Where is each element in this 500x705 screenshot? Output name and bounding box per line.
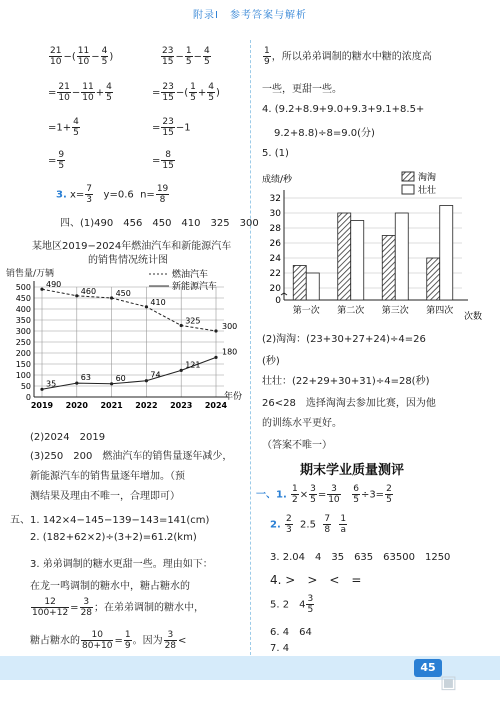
q4-answer: 四、(1)490 456 450 410 325 300	[60, 218, 259, 229]
column-divider	[250, 40, 251, 660]
q5-3: 3. 弟弟调制的糖水更甜一些。理由如下：	[30, 559, 213, 570]
bar-zhuangzhuang	[351, 221, 364, 301]
legend-swatch-zhuangzhuang	[402, 185, 414, 194]
r-q4: 4. (9.2+8.9+9.0+9.3+9.1+8.5+	[262, 104, 425, 115]
bar-category-label: 第三次	[381, 306, 409, 316]
s4-row: 4. > > < =	[270, 573, 362, 587]
data-label: 325	[185, 316, 201, 326]
q5-1: 五、1. 142×4−145−139−143=141(cm)	[10, 515, 210, 526]
data-label: 410	[150, 297, 166, 307]
expr-row-1: $\frac{21}{10}$ −( $\frac{11}{10}$ − $\frac{4}{5}$ )	[50, 46, 114, 67]
r-row-0: $\frac{1}{9}$ ，所以弟弟调制的糖水中糖的浓度高	[264, 46, 432, 67]
y-tick-label: 50	[20, 382, 31, 391]
r-q5-2a: (2)淘淘：(23+30+27+24)÷4=26	[262, 334, 426, 345]
bar-y-tick: 32	[269, 194, 281, 204]
data-label: 460	[80, 286, 97, 296]
bar-y-tick: 20	[269, 284, 281, 294]
legend-zhuangzhuang: 壮壮	[418, 186, 437, 196]
page-number: 45	[414, 659, 442, 677]
r-q5-2f: （答案不唯一）	[262, 440, 332, 451]
s5-row: 5. 2 4 $\frac{3}{5}$	[270, 594, 314, 615]
x-tick-label: 2019	[30, 401, 54, 410]
s3-row: 3. 2.04 4 35 635 63500 1250	[270, 552, 451, 563]
data-label: 60	[115, 373, 126, 383]
ev-point	[180, 369, 183, 372]
line-chart	[4, 265, 244, 425]
y-tick-label: 500	[15, 283, 31, 292]
s1-row: 一、1. $\frac{1}{2}$ × $\frac{3}{5}$ = $\frac{3}{10}$ $\frac{6}{5}$ ÷3= $\frac{2}{5}$	[256, 484, 392, 505]
y-tick-label: 450	[15, 294, 31, 303]
q4-3b: 新能源汽车的销售量逐年增加。（预	[30, 471, 185, 482]
r-q5-2d: 26<28 选择淘淘去参加比赛，因为他	[262, 398, 436, 409]
expr-row-2: = $\frac{21}{10}$ − $\frac{11}{10}$ + $\frac{4}{5}$	[48, 82, 112, 103]
r-q5-2b: (秒)	[262, 356, 280, 367]
bar-zhuangzhuang	[306, 273, 319, 300]
legend-taotao: 淘淘	[418, 173, 437, 183]
data-label: 180	[222, 347, 238, 357]
bar-y-tick: 30	[269, 209, 281, 219]
data-label: 300	[222, 322, 238, 331]
chart-title-1: 某地区2019−2024年燃油汽车和新能源汽车	[32, 241, 232, 252]
ev-point	[40, 388, 43, 391]
ev-point	[75, 382, 78, 385]
x-tick-label: 2023	[170, 401, 193, 410]
expr-row-1b: $\frac{23}{15}$ − $\frac{1}{5}$ − $\frac{4}{5}$	[162, 46, 210, 67]
expr-row-3b: = $\frac{23}{15}$ −1	[152, 117, 191, 138]
fraction: $\frac{21}{10}$	[50, 46, 62, 67]
legend-fuel: 燃油汽车	[172, 270, 209, 280]
data-label: 35	[46, 379, 57, 389]
watermark-logo: ▣	[440, 672, 458, 693]
y-tick-label: 200	[15, 349, 31, 358]
y-tick-label: 100	[15, 371, 31, 380]
expr-row-2b: = $\frac{23}{15}$ −( $\frac{1}{5}$ + $\frac{4}{5}$ )	[152, 82, 220, 103]
s6-row: 6. 4 64	[270, 627, 312, 638]
bar-y-label: 成绩/秒	[262, 175, 293, 185]
bar-x-label: 次数	[464, 312, 483, 322]
bar-zhuangzhuang	[440, 206, 453, 301]
y-axis-label: 销售量/万辆	[6, 269, 55, 279]
ev-point	[110, 382, 113, 385]
bar-y-tick: 22	[269, 269, 281, 279]
fuel-point	[214, 329, 217, 332]
ev-point	[145, 379, 148, 382]
expr-row-4: = $\frac{9}{5}$	[48, 150, 65, 171]
q4-2: (2)2024 2019	[30, 432, 106, 443]
fuel-point	[40, 288, 43, 291]
bar-y-tick: 26	[269, 239, 281, 249]
r-q5-2c: 壮壮：(22+29+30+31)÷4=28(秒)	[262, 376, 430, 387]
x-tick-label: 2020	[65, 401, 88, 410]
q5-2: 2. (182+62×2)÷(3+2)=61.2(km)	[30, 532, 197, 543]
bar-taotao	[382, 236, 395, 301]
bar-taotao	[427, 258, 440, 300]
bar-taotao	[338, 213, 351, 300]
y-tick-label: 300	[15, 327, 31, 336]
x-tick-label: 2022	[135, 401, 158, 410]
fuel-point	[75, 294, 78, 297]
bar-chart	[262, 168, 492, 328]
y-tick-label: 250	[15, 338, 31, 347]
bar-category-label: 第一次	[292, 306, 320, 316]
q3-answer: 3. x= $\frac{7}{3}$ y=0.6 n= $\frac{19}{8}$	[56, 184, 169, 205]
x-axis-label: 年份	[224, 392, 243, 402]
page-header: 附录Ⅰ 参考答案与解析	[193, 10, 307, 21]
bar-category-label: 第四次	[426, 306, 454, 316]
s2-row: 2. $\frac{2}{3}$ 2.5 $\frac{7}{8}$ $\frac{1}{a}$	[270, 514, 347, 535]
y-tick-label: 0	[25, 393, 31, 402]
q5-3e-row: 糖占糖水的 $\frac{10}{80+10}$ = $\frac{1}{9}$ 。因为 $\frac{3}{28}$ <	[30, 630, 187, 651]
q4-3a: (3)250 200 燃油汽车的销售量逐年减少，	[30, 451, 233, 462]
x-tick-label: 2021	[100, 401, 123, 410]
bar-y-tick: 0	[275, 296, 281, 306]
expr-row-3: =1+ $\frac{4}{5}$	[48, 117, 79, 138]
s7-row: 7. 4	[270, 643, 290, 654]
r-q5: 5. (1)	[262, 148, 289, 159]
r-row-1: 一些，更甜一些。	[262, 84, 342, 95]
y-tick-label: 150	[15, 360, 31, 369]
bar-zhuangzhuang	[395, 213, 408, 300]
q4-3c: 测结果及理由不唯一，合理即可）	[30, 491, 180, 502]
x-tick-label: 2024	[204, 401, 228, 410]
data-label: 63	[80, 373, 91, 383]
fuel-point	[180, 324, 183, 327]
y-tick-label: 400	[15, 305, 31, 314]
bar-taotao	[293, 266, 306, 301]
chart-title-2: 的销售情况统计图	[88, 255, 168, 266]
r-q5-2e: 的训练水平更好。	[262, 418, 342, 429]
fuel-point	[145, 305, 148, 308]
data-label: 490	[46, 280, 62, 290]
data-label: 74	[150, 370, 161, 380]
bar-category-label: 第二次	[337, 306, 365, 316]
bar-y-tick: 28	[269, 224, 281, 234]
q5-3b: 在龙一鸣调制的糖水中，糖占糖水的	[30, 581, 190, 592]
ev-point	[214, 356, 217, 359]
section-title: 期末学业质量测评	[300, 463, 405, 478]
data-label: 450	[115, 289, 131, 298]
expr-row-4b: = $\frac{8}{15}$	[152, 150, 174, 171]
legend-ev: 新能源汽车	[172, 282, 218, 292]
r-q4b: 9.2+8.8)÷8=9.0(分)	[274, 128, 375, 139]
fuel-point	[110, 296, 113, 299]
data-label: 121	[185, 360, 201, 370]
legend-swatch-taotao	[402, 172, 414, 181]
q5-3c-row: $\frac{12}{100+12}$ = $\frac{3}{28}$ ；在弟弟调制的糖水中，	[32, 597, 205, 618]
bar-y-tick: 24	[269, 254, 281, 264]
y-tick-label: 350	[15, 316, 31, 325]
